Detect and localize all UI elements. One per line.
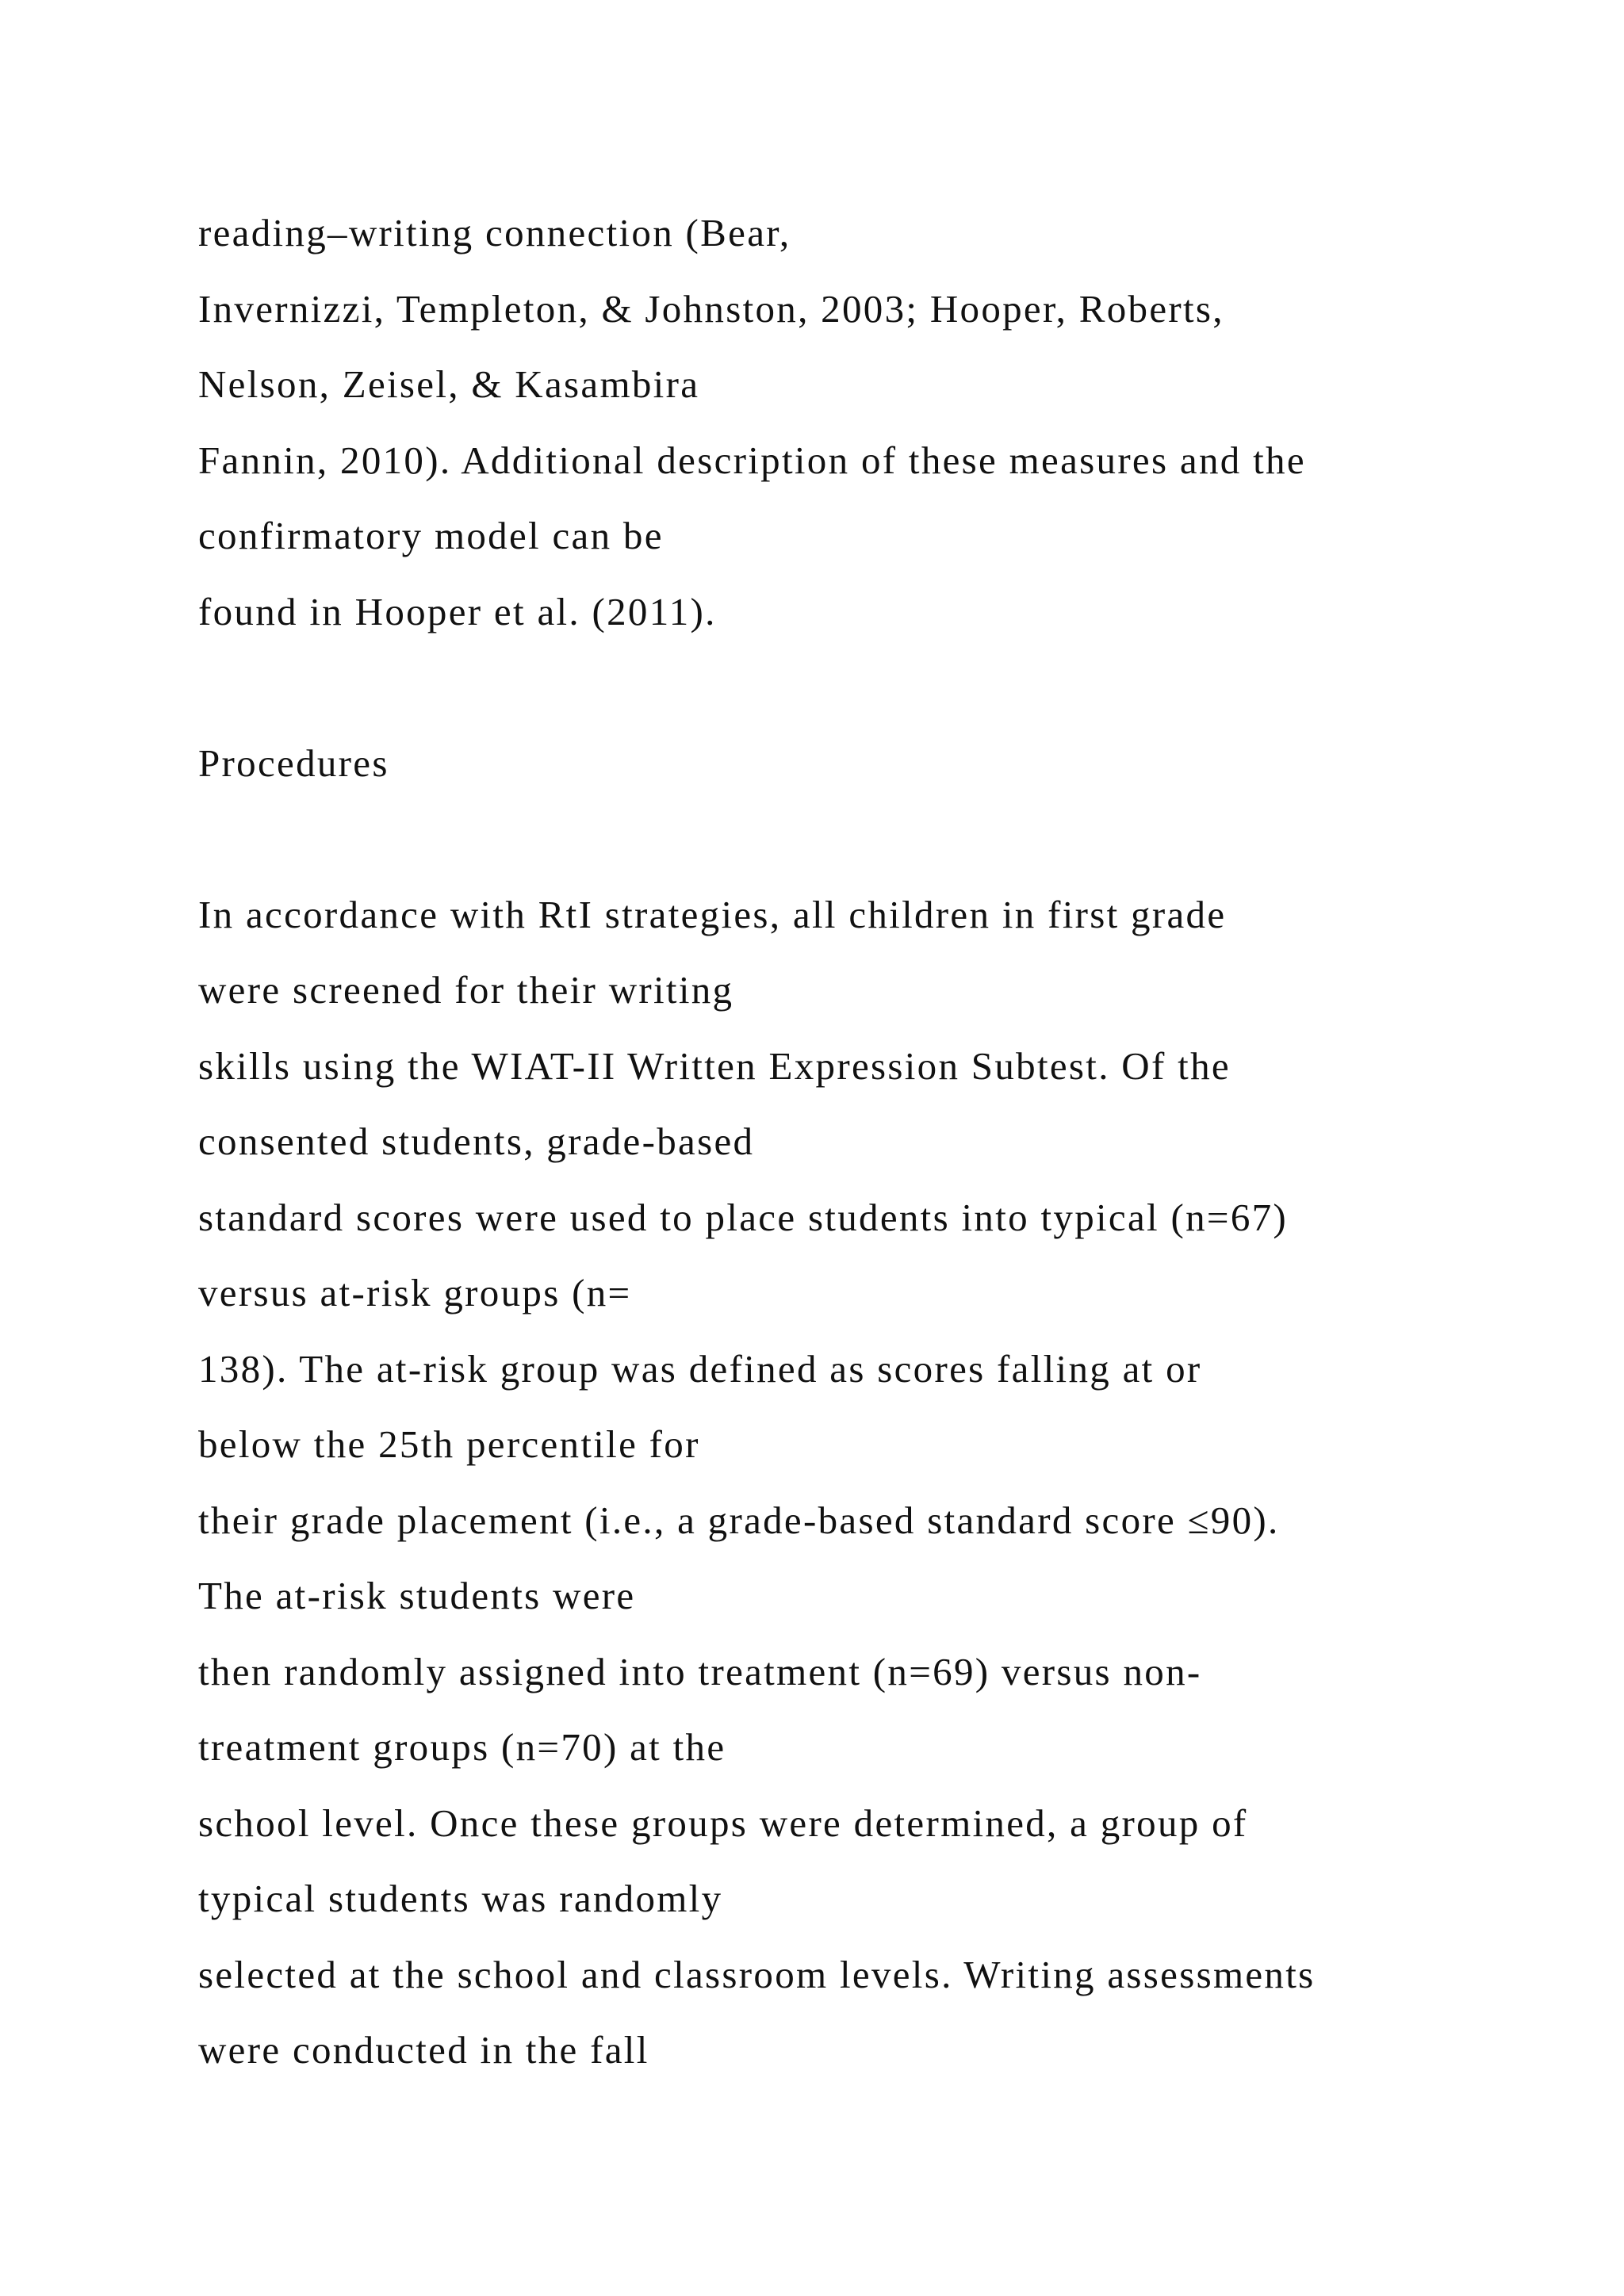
text-line: below the 25th percentile for bbox=[198, 1422, 700, 1466]
text-line: their grade placement (i.e., a grade-based standard score ≤90). bbox=[198, 1498, 1280, 1542]
text-line: found in Hooper et al. (2011). bbox=[198, 589, 717, 633]
text-line: versus at-risk groups (n= bbox=[198, 1271, 632, 1314]
text-line: treatment groups (n=70) at the bbox=[198, 1725, 726, 1769]
text-line: consented students, grade-based bbox=[198, 1119, 755, 1163]
blank-line bbox=[198, 649, 1546, 725]
text-line: school level. Once these groups were determined, a group of bbox=[198, 1800, 1248, 1845]
section-heading-procedures: Procedures bbox=[198, 740, 389, 785]
text-line: In accordance with RtI strategies, all children in first grade bbox=[198, 892, 1227, 936]
text-line: selected at the school and classroom levels. Writing assessments bbox=[198, 1952, 1316, 1996]
blank-line bbox=[198, 801, 1546, 877]
text-line: standard scores were used to place students into typical (n=67) bbox=[198, 1195, 1289, 1239]
text-line: then randomly assigned into treatment (n=69) versus non- bbox=[198, 1649, 1202, 1693]
text-line: Nelson, Zeisel, & Kasambira bbox=[198, 362, 700, 406]
document-body bbox=[198, 195, 1546, 2088]
text-line: Fannin, 2010). Additional description of these measures and the bbox=[198, 438, 1306, 482]
text-line: typical students was randomly bbox=[198, 1877, 723, 1920]
paragraph-procedures bbox=[198, 877, 1546, 2088]
text-line: 138). The at-risk group was defined as scores falling at or bbox=[198, 1346, 1202, 1391]
text-line: confirmatory model can be bbox=[198, 514, 664, 557]
text-line: Invernizzi, Templeton, & Johnston, 2003; Hooper, Roberts, bbox=[198, 286, 1224, 331]
text-line: reading–writing connection (Bear, bbox=[198, 211, 791, 254]
text-line: were conducted in the fall bbox=[198, 2028, 649, 2072]
text-line: were screened for their writing bbox=[198, 968, 734, 1012]
paragraph-measures bbox=[198, 195, 1546, 649]
text-line: The at-risk students were bbox=[198, 1574, 636, 1617]
text-line: skills using the WIAT-II Written Expression Subtest. Of the bbox=[198, 1043, 1231, 1088]
